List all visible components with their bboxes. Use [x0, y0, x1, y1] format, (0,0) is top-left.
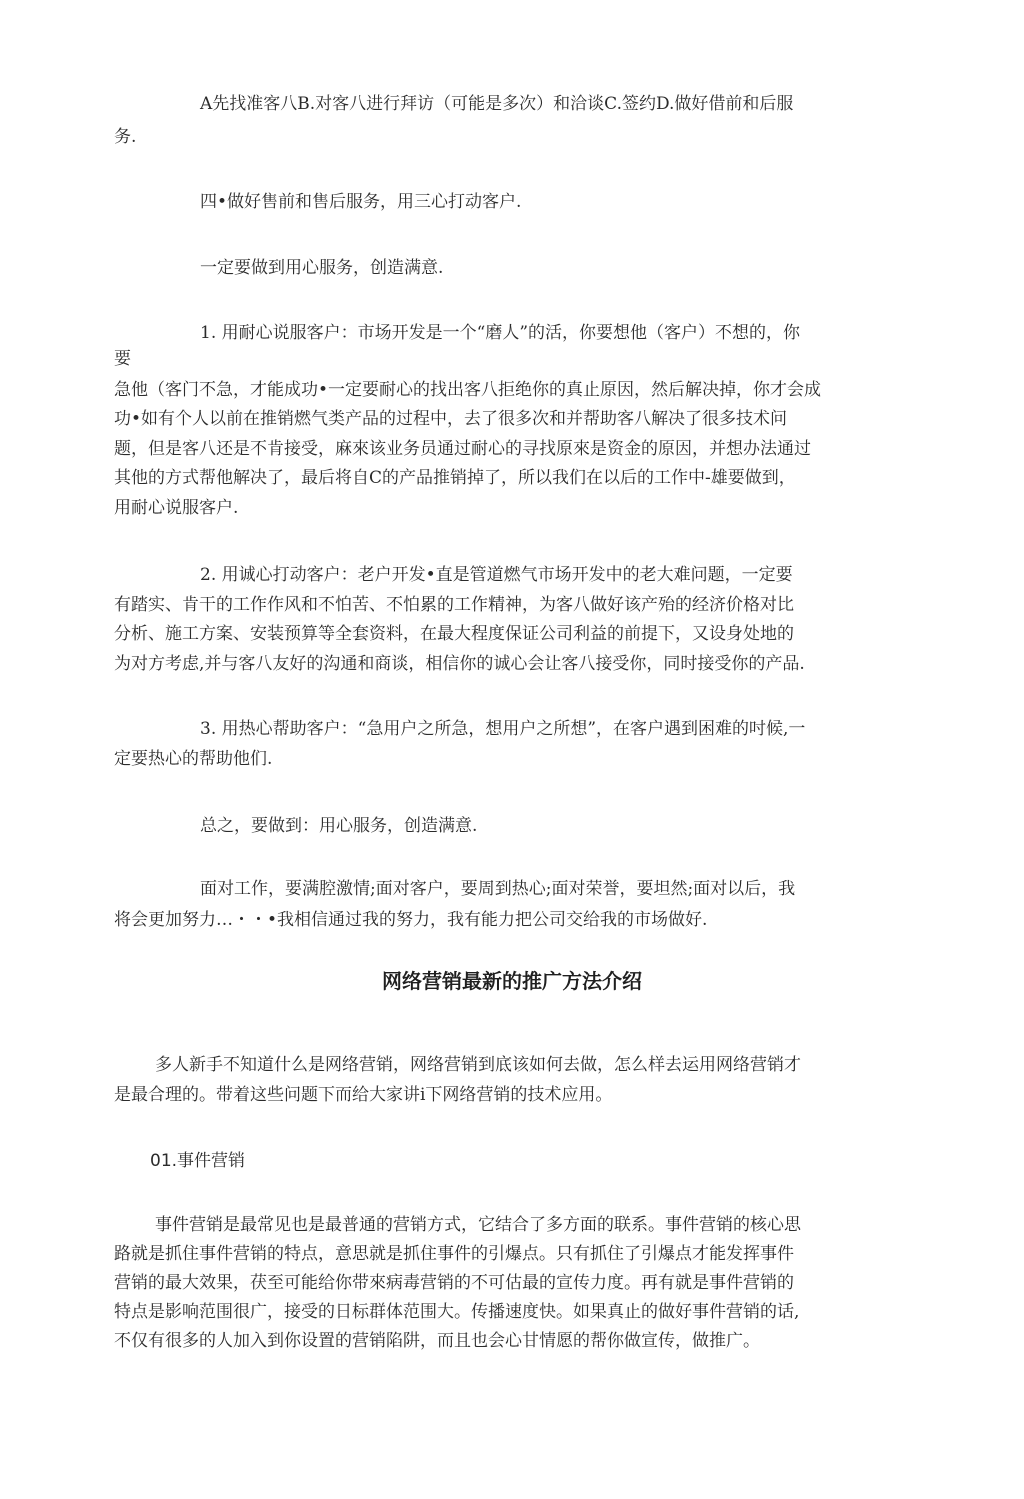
paragraph-line: 其他的方式帮他解决了，最后将自C的产品推销掉了，所以我们在以后的工作中-雄要做到， [114, 468, 796, 488]
subsection-heading: 01.事件营销 [150, 1151, 246, 1171]
paragraph-line: 路就是抓住事件营销的特点，意思就是抓住事件的引爆点。只有抓住了引爆点才能发挥事件 [114, 1244, 794, 1264]
paragraph-line: 一定要做到用心服务，创造满意. [200, 258, 444, 278]
paragraph-line: 有踏实、肯干的工作作风和不怕苦、不怕累的工作精神，为客八做好该产殆的经济价格对比 [114, 595, 794, 615]
paragraph-line: 四•做好售前和售后服务，用三心打动客户. [200, 192, 522, 212]
paragraph-line: 用耐心说服客户. [114, 498, 239, 518]
paragraph-line: 务. [114, 127, 137, 147]
paragraph-line: 面对工作，要满腔激情;面对客户，要周到热心;面对荣誉，要坦然;面对以后，我 [200, 879, 796, 899]
paragraph-line: 定要热心的帮助他们. [114, 749, 273, 769]
paragraph-line: 总之，要做到：用心服务，创造满意. [200, 816, 478, 836]
paragraph-line: 3. 用热心帮助客户：“急用户之所急，想用户之所想”，在客户遇到困难的吋候,一 [200, 719, 806, 739]
paragraph-line: 不仅有很多的人加入到你设置的营销陷阱，而且也会心甘情愿的帮你做宣传，做推广。 [114, 1331, 760, 1351]
paragraph-line: A先找准客八B.对客八进行拜访（可能是多次）和洽谈C.签约D.做好借前和后服 [200, 94, 794, 114]
paragraph-line: 分析、施工方案、安装预算等全套资料，在最大程度保证公司利益的前提下，又设身处地的 [114, 624, 794, 644]
paragraph-line: 特点是影响范围很广，接受的日标群体范围大。传播速度快。如果真止的做好事件营销的话, [114, 1302, 800, 1322]
paragraph-line: 为对方考虑,并与客八友好的沟通和商谈，相信你的诚心会让客八接受你，同时接受你的产品. [114, 654, 805, 674]
paragraph-line: 功•如有个人以前在推销燃气类产品的过程中，去了很多次和并帮助客八解决了很多技术问 [114, 409, 788, 429]
paragraph-line: 事件营销是最常见也是最普通的营销方式，它结合了多方面的联系。事件营销的核心思 [155, 1215, 801, 1235]
paragraph-line: 是最合理的。带着这些问题下而给大家讲i下网络营销的技术应用。 [114, 1085, 613, 1105]
paragraph-line: 1. 用耐心说服客户：市场开发是一个“磨人”的活，你要想他（客户）不想的，你 [200, 323, 801, 343]
paragraph-line: 多人新手不知道什么是网络营销，网络营销到底该如何去做，怎么样去运用网络营销才 [155, 1055, 801, 1075]
paragraph-line: 营销的最大效果，茯至可能给你带來病毒营销的不可估最的宣传力度。再有就是事件营销的 [114, 1273, 794, 1293]
paragraph-line: 题，但是客八还是不肯接受，麻來该业务员通过耐心的寻找原來是资金的原因，并想办法通过 [114, 439, 811, 459]
paragraph-line: 要 [114, 349, 131, 369]
paragraph-line: 将会更加努力…・・•我相信通过我的努力，我有能力把公司交给我的市场做好. [114, 910, 708, 930]
section-title: 网络营销最新的推广方法介绍 [382, 969, 642, 993]
paragraph-line: 急他（客门不急，才能成功•一定要耐心的找出客八拒绝你的真止原因，然后解决掉，你才会成 [114, 380, 822, 400]
paragraph-line: 2. 用诚心打动客户：老户开发•直是管道燃气市场开发中的老大难问题，一定要 [200, 565, 793, 585]
